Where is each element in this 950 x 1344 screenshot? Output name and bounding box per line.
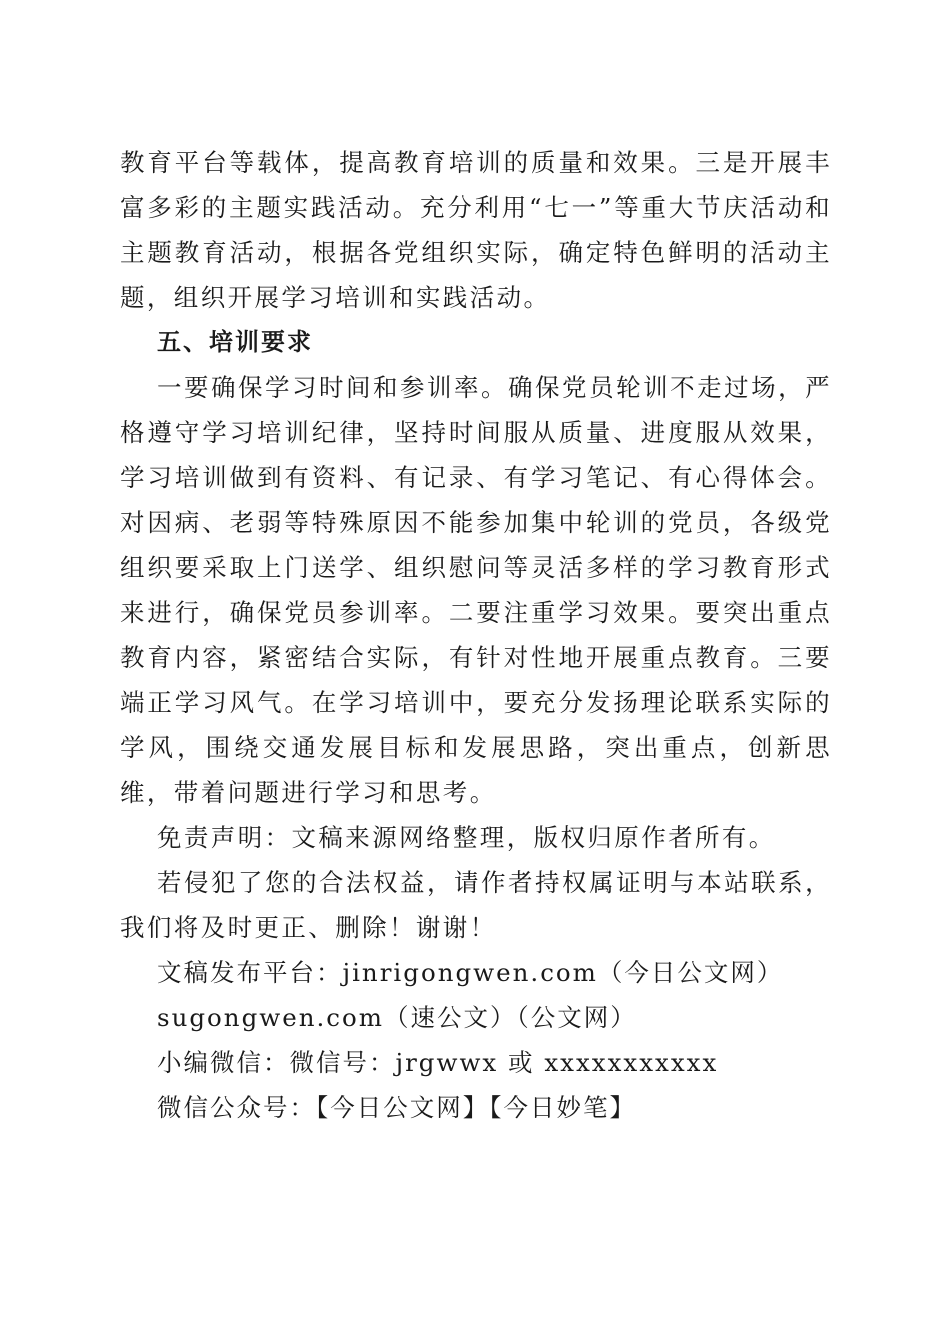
document-body — [120, 140, 832, 1130]
wechat-line: 小编微信：微信号：jrgwwx 或 xxxxxxxxxxx — [157, 1048, 719, 1077]
section-heading-training-requirements: 五、培训要求 — [157, 328, 313, 356]
paragraph-training-methods: 教育平台等载体，提高教育培训的质量和效果。三是开展丰富多彩的主题实践活动。充分利用“七一”等重大节庆活动和主题教育活动，根据各党组织实际，确定特色鲜明的活动主题，组织开展学习培训和实践活动。 — [120, 148, 832, 312]
platform-line: 文稿发布平台：jinrigongwen.com（今日公文网） — [157, 958, 784, 987]
site-line: sugongwen.com（速公文）（公文网） — [157, 1003, 637, 1032]
official-account-line: 微信公众号：【今日公文网】【今日妙笔】 — [157, 1093, 636, 1122]
disclaimer-text: 免责声明：文稿来源网络整理，版权归原作者所有。 — [157, 823, 776, 852]
paragraph-training-requirements: 一要确保学习时间和参训率。确保党员轮训不走过场，严格遵守学习培训纪律，坚持时间服从质量、进度服从效果，学习培训做到有资料、有记录、有学习笔记、有心得体会。对因病、老弱等特殊原因不能参加集中轮训的党员，各级党组织要采取上门送学、组织慰问等灵活多样的学习教育形式来进行，确保党员参训率。二要注重学习效果。要突出重点教育内容，紧密结合实际，有针对性地开展重点教育。三要端正学习风气。在学习培训中，要充分发扬理论联系实际的学风，围绕交通发展目标和发展思路，突出重点，创新思维，带着问题进行学习和思考。 — [120, 373, 832, 807]
infringement-notice: 若侵犯了您的合法权益，请作者持权属证明与本站联系，我们将及时更正、删除！谢谢！ — [120, 868, 832, 942]
